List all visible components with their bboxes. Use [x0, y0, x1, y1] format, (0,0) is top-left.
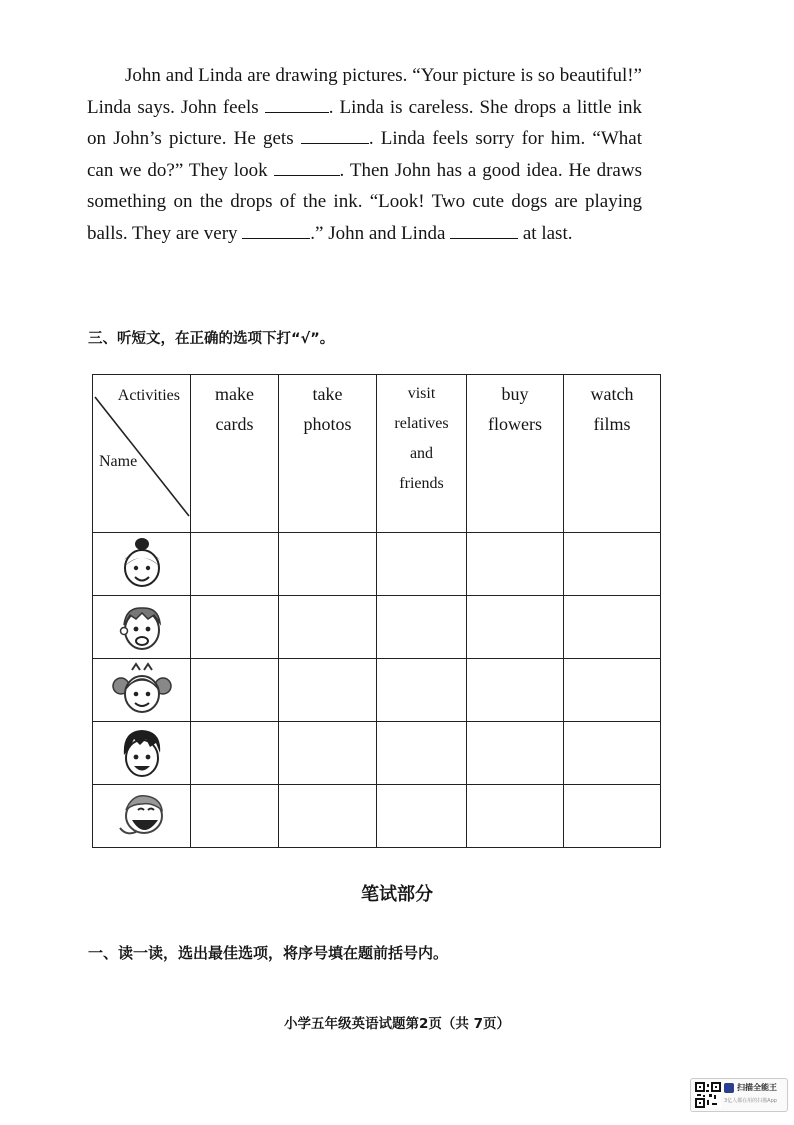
answer-blank-4[interactable]: [242, 222, 310, 239]
table-row: [93, 596, 661, 659]
answer-blank-3[interactable]: [274, 159, 340, 176]
check-cell[interactable]: [377, 596, 467, 659]
table-corner-cell: [93, 375, 191, 533]
passage-text-2: . Linda is careless. She drops a little ink on John’s picture. He gets: [87, 96, 642, 149]
column-header-make-cards: make cards: [191, 375, 279, 533]
column-header-visit-relatives: visit relatives and friends: [377, 375, 467, 533]
qr-code-icon: [695, 1082, 721, 1108]
column-header-watch-films: watch films: [564, 375, 661, 533]
reading-passage: [87, 60, 642, 249]
check-cell[interactable]: [279, 533, 377, 596]
check-cell[interactable]: [191, 785, 279, 848]
check-cell[interactable]: [467, 596, 564, 659]
check-cell[interactable]: [279, 596, 377, 659]
check-cell[interactable]: [279, 785, 377, 848]
scanner-watermark-badge: [690, 1078, 788, 1112]
section-1-instruction: 一、读一读，选出最佳选项，将序号填在题前括号内。: [88, 944, 449, 962]
check-cell[interactable]: [467, 533, 564, 596]
column-header-buy-flowers: buy flowers: [467, 375, 564, 533]
passage-text-4: . Then John has a good idea. He draws something on the drops of the ink. “Look! Two cute dogs are playing balls. They are very: [87, 159, 642, 244]
laughing-face-icon: [112, 788, 172, 844]
boy-spiky-hair-face-icon: [112, 725, 172, 781]
check-cell[interactable]: [191, 659, 279, 722]
table-row: [93, 659, 661, 722]
row-face-cell: [93, 659, 191, 722]
answer-blank-5[interactable]: [450, 222, 518, 239]
check-cell[interactable]: [377, 722, 467, 785]
table-row: [93, 785, 661, 848]
check-cell[interactable]: [377, 659, 467, 722]
check-cell[interactable]: [564, 722, 661, 785]
girl-pigtails-face-icon: [112, 662, 172, 718]
corner-label-name: Name: [99, 453, 138, 470]
check-cell[interactable]: [564, 533, 661, 596]
check-cell[interactable]: [191, 596, 279, 659]
table-row: [93, 533, 661, 596]
row-face-cell: [93, 722, 191, 785]
column-header-take-photos: take photos: [279, 375, 377, 533]
passage-text-6: at last.: [518, 222, 573, 244]
passage-text-5: .” John and Linda: [310, 222, 451, 244]
written-part-title: 笔试部分: [361, 884, 433, 905]
scanner-logo-icon: [724, 1083, 734, 1093]
check-cell[interactable]: [377, 785, 467, 848]
check-cell[interactable]: [564, 785, 661, 848]
boy-face-icon: [112, 599, 172, 655]
passage-text-1: John and Linda are drawing pictures. “Your picture is so beautiful!” Linda says. John feels: [87, 65, 642, 118]
table-row: [93, 722, 661, 785]
scanner-app-name: 扫描全能王: [737, 1083, 777, 1092]
check-cell[interactable]: [467, 722, 564, 785]
answer-blank-1[interactable]: [265, 96, 329, 113]
passage-text-3: . Linda feels sorry for him. “What can we do?” They look: [87, 128, 643, 181]
answer-blank-2[interactable]: [301, 127, 369, 144]
check-cell[interactable]: [377, 533, 467, 596]
passage-paragraph: [87, 60, 642, 249]
check-cell[interactable]: [467, 659, 564, 722]
scanner-app-tagline: 3亿人都在用的扫描App: [724, 1098, 777, 1104]
corner-label-activities: Activities: [117, 387, 180, 404]
check-cell[interactable]: [279, 722, 377, 785]
activities-table: [92, 374, 661, 848]
row-face-cell: [93, 533, 191, 596]
page-footer: 小学五年级英语试题第2页（共 7页）: [284, 1016, 510, 1032]
check-cell[interactable]: [467, 785, 564, 848]
check-cell[interactable]: [564, 596, 661, 659]
check-cell[interactable]: [279, 659, 377, 722]
girl-face-icon: [112, 536, 172, 592]
row-face-cell: [93, 785, 191, 848]
row-face-cell: [93, 596, 191, 659]
table-header-row: [93, 375, 661, 533]
check-cell[interactable]: [191, 533, 279, 596]
check-cell[interactable]: [564, 659, 661, 722]
check-cell[interactable]: [191, 722, 279, 785]
section-3-instruction: 三、听短文，在正确的选项下打“√”。: [88, 331, 335, 347]
